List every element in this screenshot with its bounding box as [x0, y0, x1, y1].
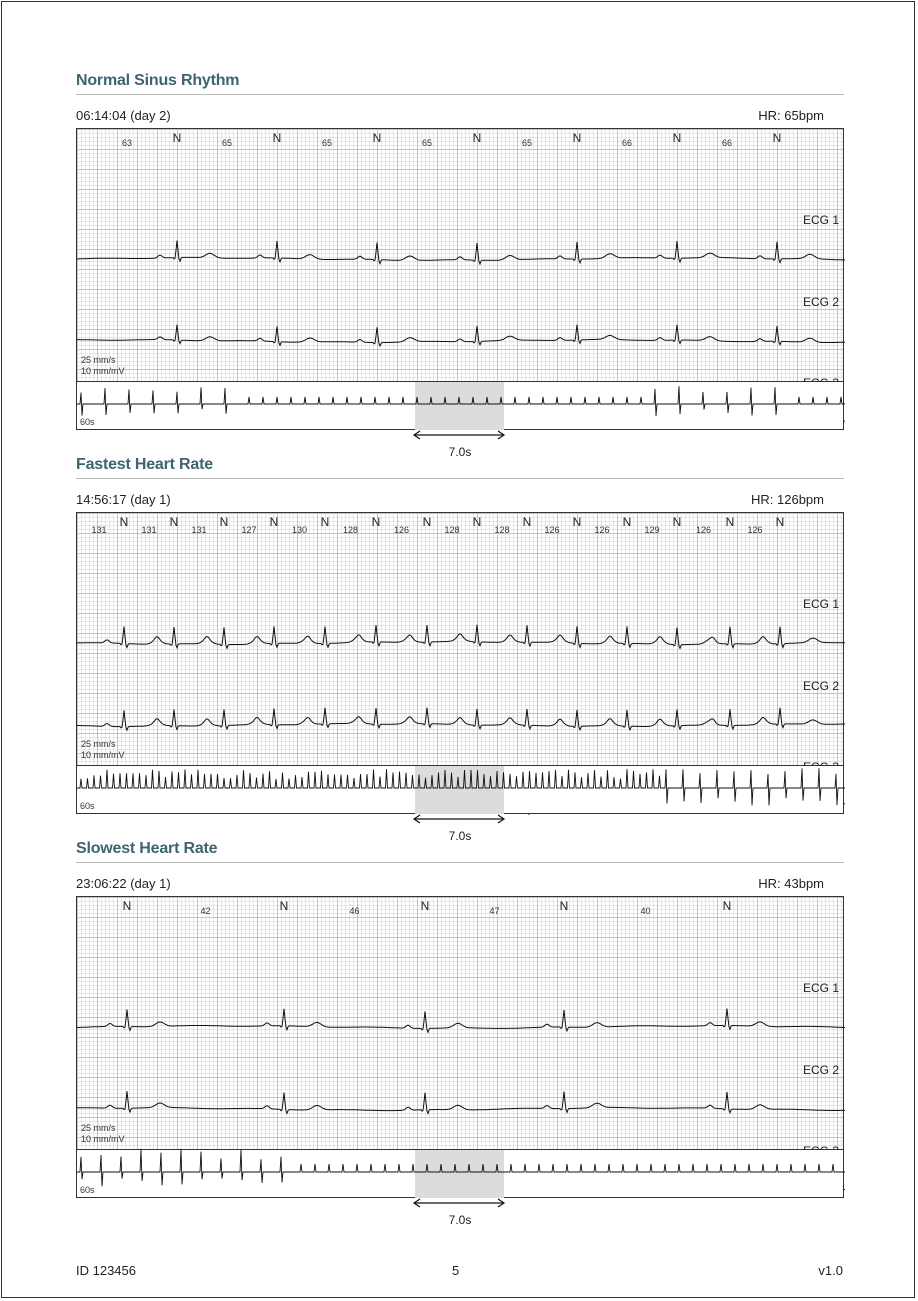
section-title: Normal Sinus Rhythm	[76, 72, 240, 89]
ecg-lead-trace	[77, 241, 845, 264]
paper-speed: 25 mm/s	[81, 739, 116, 749]
beat-rate-label: 131	[91, 525, 107, 535]
section-title: Fastest Heart Rate	[76, 456, 213, 473]
ecg-strip	[76, 896, 844, 1150]
selection-duration: 7.0s	[448, 445, 472, 459]
ecg-lead-trace	[77, 1009, 845, 1033]
selected-window-highlight[interactable]	[415, 766, 504, 814]
channel-label: ECG 1	[802, 213, 839, 227]
paper-speed: 25 mm/s	[81, 355, 116, 365]
event-timestamp: 23:06:22 (day 1)	[76, 876, 171, 891]
beat-annotation: N	[472, 515, 482, 529]
overview-duration: 60s	[80, 801, 95, 811]
beat-annotation: N	[559, 899, 569, 913]
channel-label: ECG 1	[802, 597, 839, 611]
ecg-strip	[76, 128, 844, 382]
beat-annotation: N	[371, 515, 381, 529]
ecg-lead-trace	[77, 325, 845, 346]
beat-rate-label: 126	[393, 525, 410, 535]
beat-rate-label: 46	[349, 906, 360, 916]
selection-duration: 7.0s	[448, 829, 472, 843]
amplitude-gain: 10 mm/mV	[81, 366, 125, 376]
ecg-traces	[77, 513, 845, 767]
beat-rate-label: 128	[494, 525, 510, 535]
overview-trace	[77, 382, 845, 430]
beat-annotation: N	[522, 515, 532, 529]
beat-annotation: N	[572, 131, 582, 145]
overview-trace	[77, 766, 845, 814]
beat-rate-label: 63	[121, 138, 133, 148]
title-divider	[76, 94, 844, 95]
beat-annotation: N	[725, 515, 735, 529]
beat-annotation: N	[422, 515, 432, 529]
overview-duration: 60s	[80, 1185, 95, 1195]
beat-rate-label: 65	[521, 138, 533, 148]
title-divider	[76, 862, 844, 863]
beat-rate-label: 47	[489, 906, 500, 916]
beat-annotation: N	[169, 515, 179, 529]
title-divider	[76, 478, 844, 479]
beat-annotation: N	[372, 131, 382, 145]
beat-rate-label: 126	[695, 525, 712, 535]
selection-duration: 7.0s	[448, 1213, 472, 1227]
channel-label: ECG 2	[802, 1063, 839, 1077]
overview-duration: 60s	[80, 417, 95, 427]
beat-annotation: N	[272, 131, 282, 145]
ecg-lead-trace	[77, 625, 845, 649]
scale-legend	[81, 1123, 125, 1145]
event-timestamp: 14:56:17 (day 1)	[76, 492, 171, 507]
beat-annotation: N	[572, 515, 582, 529]
beat-rate-label: 66	[621, 138, 633, 148]
beat-rate-label: 130	[291, 525, 308, 535]
section-title: Slowest Heart Rate	[76, 840, 218, 857]
beat-rate-label: 65	[421, 138, 433, 148]
beat-annotation: N	[775, 515, 785, 529]
beat-rate-label: 131	[141, 525, 157, 535]
beat-rate-label: 65	[321, 138, 333, 148]
beat-annotation: N	[269, 515, 279, 529]
patient-id: ID 123456	[76, 1263, 136, 1278]
overview-strip	[76, 766, 844, 814]
beat-rate-label: 66	[721, 138, 733, 148]
beat-rate-label: 40	[640, 906, 651, 916]
overview-strip	[76, 1150, 844, 1198]
beat-annotation: N	[672, 131, 682, 145]
scale-legend	[81, 739, 125, 761]
heart-rate: HR: 126bpm	[751, 492, 824, 507]
beat-annotation: N	[172, 131, 182, 145]
selected-window-highlight[interactable]	[415, 1150, 504, 1198]
rhythm-section	[76, 456, 844, 856]
beat-annotation: N	[622, 515, 632, 529]
overview-strip	[76, 382, 844, 430]
ecg-lead-trace	[77, 1091, 845, 1113]
span-arrow	[410, 1198, 510, 1210]
overview-trace	[77, 1150, 845, 1198]
heart-rate: HR: 65bpm	[758, 108, 824, 123]
beat-annotation: N	[119, 515, 129, 529]
beat-annotation: N	[420, 899, 430, 913]
ecg-traces	[77, 129, 845, 383]
selected-window-highlight[interactable]	[415, 382, 504, 430]
paper-speed: 25 mm/s	[81, 1123, 116, 1133]
channel-label: ECG 2	[802, 295, 839, 309]
event-timestamp: 06:14:04 (day 2)	[76, 108, 171, 123]
beat-rate-label: 126	[544, 525, 560, 535]
beat-rate-label: 128	[342, 525, 359, 535]
beat-rate-label: 42	[200, 906, 211, 916]
beat-annotation: N	[472, 131, 482, 145]
beat-rate-label: 128	[444, 525, 460, 535]
page-number: 5	[452, 1263, 460, 1278]
beat-annotation: N	[672, 515, 682, 529]
span-arrow	[410, 430, 510, 442]
beat-annotation: N	[279, 899, 289, 913]
span-arrow	[410, 814, 510, 826]
amplitude-gain: 10 mm/mV	[81, 750, 125, 760]
beat-annotation: N	[122, 899, 132, 913]
ecg-strip	[76, 512, 844, 766]
beat-rate-label: 126	[594, 525, 610, 535]
beat-rate-label: 65	[221, 138, 233, 148]
beat-rate-label: 129	[644, 525, 660, 535]
channel-label: ECG 1	[802, 981, 839, 995]
rhythm-section	[76, 72, 844, 472]
beat-annotation: N	[722, 899, 732, 913]
scale-legend	[81, 355, 125, 377]
rhythm-section	[76, 840, 844, 1240]
beat-rate-label: 127	[241, 525, 257, 535]
beat-annotation: N	[219, 515, 229, 529]
document-version: v1.0	[818, 1263, 843, 1278]
channel-label: ECG 2	[802, 679, 839, 693]
beat-annotation: N	[320, 515, 330, 529]
beat-rate-label: 126	[747, 525, 763, 535]
ecg-traces	[77, 897, 845, 1151]
heart-rate: HR: 43bpm	[758, 876, 824, 891]
beat-annotation: N	[772, 131, 782, 145]
ecg-lead-trace	[77, 708, 845, 731]
amplitude-gain: 10 mm/mV	[81, 1134, 125, 1144]
beat-rate-label: 131	[191, 525, 207, 535]
